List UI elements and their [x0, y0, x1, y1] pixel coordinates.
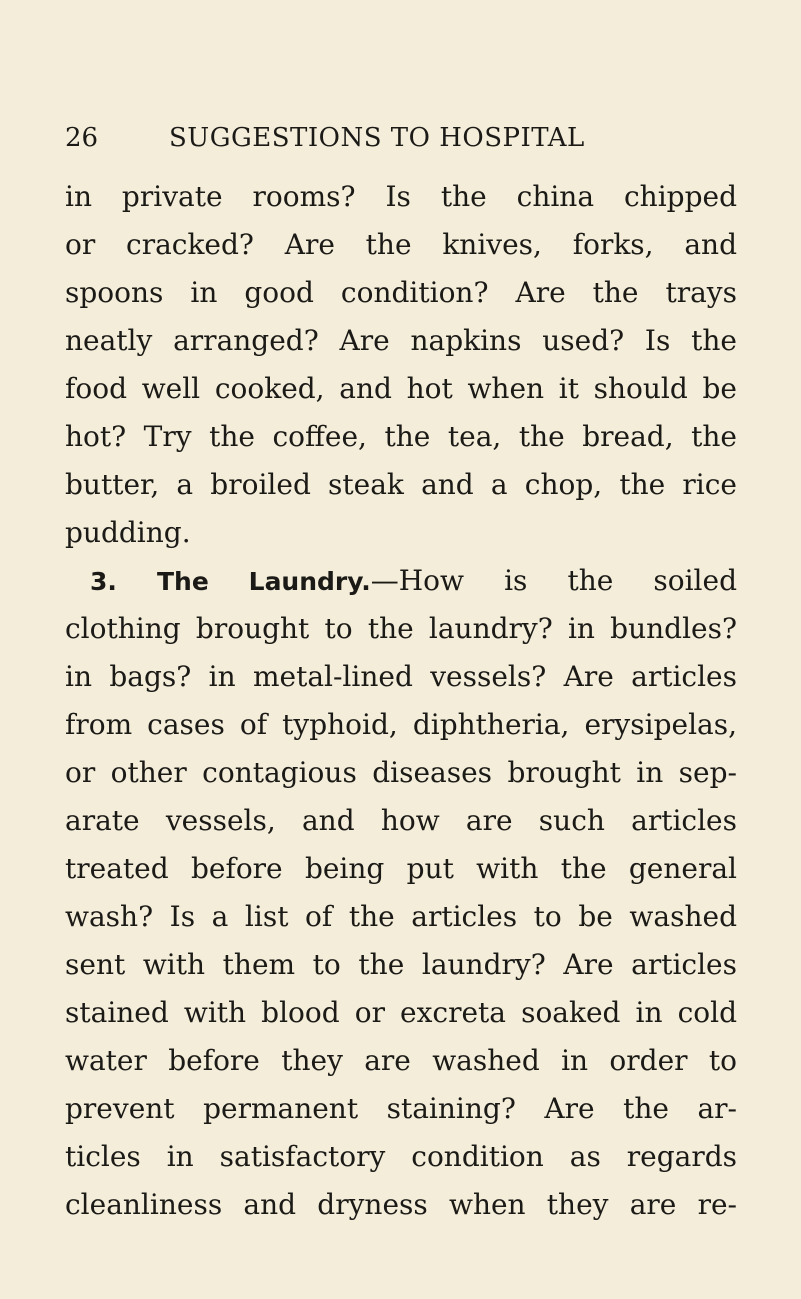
text-line: or other contagious diseases brought in sep-: [65, 756, 737, 789]
text-line: or cracked? Are the knives, forks, and: [65, 228, 737, 261]
text-line: in bags? in metal-lined vessels? Are articles: [65, 660, 737, 693]
text-line: ticles in satisfactory condition as regards: [65, 1140, 737, 1173]
text-line: prevent permanent staining? Are the ar-: [65, 1092, 737, 1125]
text-line: wash? Is a list of the articles to be washed: [65, 900, 737, 933]
text-line: cleanliness and dryness when they are re-: [65, 1188, 737, 1221]
text-line: clothing brought to the laundry? in bundles?: [65, 612, 737, 645]
text-line: sent with them to the laundry? Are articles: [65, 948, 737, 981]
text-line: food well cooked, and hot when it should be: [65, 372, 737, 405]
section-first-line-text: —How is the soiled: [370, 564, 737, 597]
section-first-line: [90, 558, 737, 604]
text-line: pudding.: [65, 516, 191, 549]
text-line: arate vessels, and how are such articles: [65, 804, 737, 837]
text-line: water before they are washed in order to: [65, 1044, 737, 1077]
text-line: from cases of typhoid, diphtheria, erysipelas,: [65, 708, 737, 741]
text-line: hot? Try the coffee, the tea, the bread, the: [65, 420, 737, 453]
running-header: [65, 118, 737, 158]
text-line: in private rooms? Is the china chipped: [65, 180, 737, 213]
text-line: treated before being put with the general: [65, 852, 737, 885]
page-number: 26: [65, 123, 99, 153]
text-line: butter, a broiled steak and a chop, the rice: [65, 468, 737, 501]
text-line: spoons in good condition? Are the trays: [65, 276, 737, 309]
running-title: SUGGESTIONS TO HOSPITAL: [169, 123, 585, 153]
text-line: stained with blood or excreta soaked in cold: [65, 996, 737, 1029]
text-line: neatly arranged? Are napkins used? Is the: [65, 324, 737, 357]
section-number: 3.: [90, 567, 117, 596]
section-heading: The Laundry.: [156, 567, 371, 596]
